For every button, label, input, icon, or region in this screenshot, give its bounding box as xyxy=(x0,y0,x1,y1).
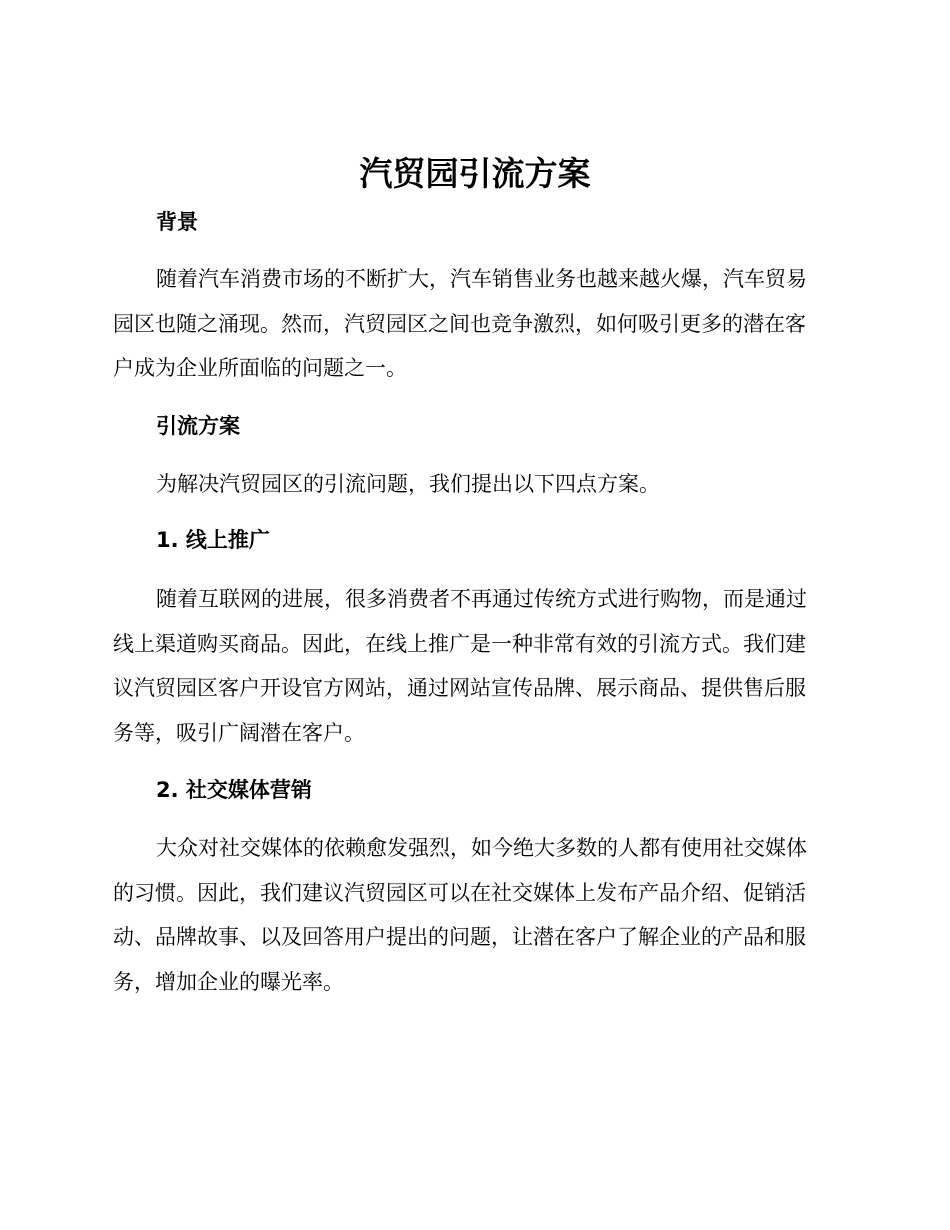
paragraph-line: 户成为企业所面临的问题之一。 xyxy=(113,356,407,380)
paragraph-line: 为解决汽贸园区的引流问题，我们提出以下四点方案。 xyxy=(156,472,660,496)
section-heading-background: 背景 xyxy=(156,210,198,234)
paragraph-line: 的习惯。因此，我们建议汽贸园区可以在社交媒体上发布产品介绍、促销活 xyxy=(113,880,806,905)
section-heading-plan: 引流方案 xyxy=(156,414,240,438)
paragraph-online-promotion xyxy=(113,577,833,755)
paragraph-plan xyxy=(113,462,833,507)
document-title: 汽贸园引流方案 xyxy=(359,154,591,193)
paragraph-line: 大众对社交媒体的依赖愈发强烈，如今绝大多数的人都有使用社交媒体 xyxy=(156,836,807,860)
paragraph-line: 园区也随之涌现。然而，汽贸园区之间也竞争激烈，如何吸引更多的潜在客 xyxy=(113,311,806,336)
paragraph-line: 务等，吸引广阔潜在客户。 xyxy=(113,720,365,745)
paragraph-line: 随着互联网的进展，很多消费者不再通过传统方式进行购物，而是通过 xyxy=(156,587,807,611)
paragraph-social-media xyxy=(113,826,833,1004)
paragraph-line: 随着汽车消费市场的不断扩大，汽车销售业务也越来越火爆，汽车贸易 xyxy=(156,267,807,291)
paragraph-line: 议汽贸园区客户开设官方网站，通过网站宣传品牌、展示商品、提供售后服 xyxy=(113,676,806,700)
paragraph-line: 动、品牌故事、以及回答用户提出的问题，让潜在客户了解企业的产品和服 xyxy=(113,925,806,949)
paragraph-line: 务，增加企业的曝光率。 xyxy=(113,969,344,994)
paragraph-line: 线上渠道购买商品。因此，在线上推广是一种非常有效的引流方式。我们建 xyxy=(113,631,806,656)
section-heading-social-media: 2. 社交媒体营销 xyxy=(156,778,312,802)
section-heading-online-promotion: 1. 线上推广 xyxy=(156,528,270,552)
paragraph-background xyxy=(113,257,833,391)
